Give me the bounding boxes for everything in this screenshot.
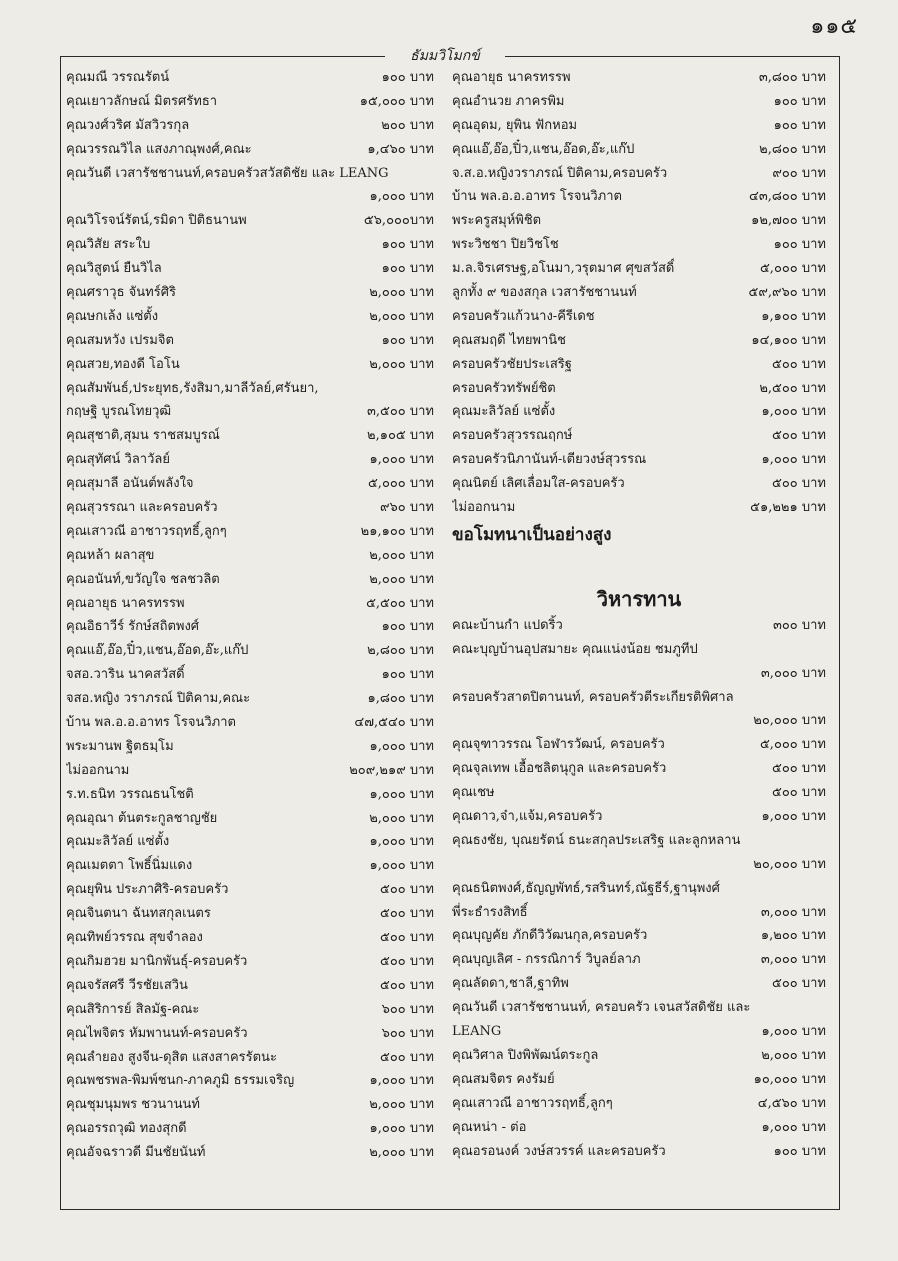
donor-row [66, 878, 434, 902]
donor-name: คุณจรัสศรี วีรชัยเสวิน [66, 977, 188, 993]
donor-name: คุณสมฤดี ไทยพานิช [452, 332, 567, 348]
donor-name: คุณษกเล้ง แซ่ตั้ง [66, 308, 159, 324]
donation-amount: ๕๐๐ บาท [772, 761, 826, 777]
donation-amount: ๒๐,๐๐๐ บาท [753, 713, 826, 729]
donor-row [66, 424, 434, 448]
donor-row [66, 448, 434, 472]
donor-name: LEANG [452, 1024, 502, 1040]
donor-row [66, 305, 434, 329]
donor-row [452, 90, 826, 114]
donor-row [452, 972, 826, 996]
donor-row [452, 377, 826, 401]
donor-name: คุณมณี วรรณรัตน์ [66, 69, 170, 85]
donor-name: คุณอุดม, ยุพิน ฟักหอม [452, 117, 578, 133]
donor-name: คุณจุลเทพ เอื้อชลิตนุกูล และครอบครัว [452, 761, 667, 777]
donor-name: คุณอายุธ นาครทรรพ [452, 69, 571, 85]
donation-amount: ๒,๐๐๐ บาท [369, 810, 434, 826]
donor-name: คุณอำนวย ภาครพิม [452, 93, 565, 109]
donor-row [66, 400, 434, 424]
donation-amount: ๑,๒๐๐ บาท [760, 928, 826, 944]
donor-row [66, 902, 434, 926]
donor-name: คุณวิสูตน์ ยืนวิไล [66, 261, 162, 277]
donation-amount: ๔๓,๘๐๐ บาท [748, 189, 826, 205]
donor-row [66, 568, 434, 592]
donor-row [452, 209, 826, 233]
donor-row [66, 138, 434, 162]
donor-row [452, 1044, 826, 1068]
donor-row [66, 472, 434, 496]
donor-row [66, 639, 434, 663]
donor-row [452, 662, 826, 686]
donor-name: ลูกทั้ง ๙ ของสกุล เวสารัชชานนท์ [452, 285, 637, 300]
donor-name: คุณมะลิวัลย์ แซ่ตั้ง [452, 404, 556, 420]
section-spacer [452, 550, 826, 584]
donation-amount: ๑๐๐ บาท [773, 93, 826, 109]
donor-row [66, 1141, 434, 1165]
donor-row [452, 138, 826, 162]
donor-name: คุณยุพิน ประภาศิริ-ครอบครัว [66, 882, 229, 898]
donor-name: คุณอนันท์,ขวัญใจ ชลชวลิต [66, 571, 220, 587]
donation-amount: ๒,๐๐๐ บาท [369, 285, 434, 300]
donor-row [452, 400, 826, 424]
donation-amount: ๓,๕๐๐ บาท [367, 404, 434, 420]
donor-name: คุณวิศาล ปิงพิพัฒน์ตระกูล [452, 1047, 599, 1063]
donor-row [452, 305, 826, 329]
donor-row [66, 496, 434, 520]
donor-row [452, 757, 826, 781]
donor-row [66, 329, 434, 353]
section-title: วิหารทาน [596, 586, 682, 611]
donation-amount: ๑๐๐ บาท [381, 261, 434, 277]
donor-name: คุณอุณา ต้นตระกูลชาญชัย [66, 810, 218, 826]
donation-amount: ๒,๘๐๐ บาท [367, 643, 434, 659]
donation-amount: ๒,๐๐๐ บาท [761, 1047, 826, 1063]
donation-amount: ๖๐๐ บาท [381, 1025, 434, 1041]
donor-name: บ้าน พล.อ.อ.อาทร โรจนวิภาต [66, 715, 236, 731]
donor-row [452, 877, 826, 901]
donation-amount: ๑๐๐ บาท [773, 237, 826, 253]
donor-row [66, 615, 434, 639]
donor-row [452, 114, 826, 138]
donor-row [452, 329, 826, 353]
donation-amount: ๑,๐๐๐ บาท [761, 404, 826, 420]
donor-row [452, 1068, 826, 1092]
donation-amount: ๑๐,๐๐๐ บาท [753, 1071, 826, 1087]
donor-name: คุณสุทัศน์ วิลาวัลย์ [66, 452, 170, 468]
donation-amount: ๙๐๐ บาท [772, 165, 826, 181]
donation-amount: ๓๐๐ บาท [772, 617, 826, 633]
donor-name: คุณศราวุธ จันทร์ศิริ [66, 285, 176, 300]
donor-name: คุณสมหวัง เปรมจิต [66, 332, 174, 348]
left-donor-column [66, 66, 434, 1165]
donation-amount: ๑,๔๖๐ บาท [367, 141, 434, 157]
donor-name: คุณวิโรจน์รัตน์,รมิดา ปิติธนานพ [66, 213, 247, 229]
donor-name: คุณเยาวลักษณ์ มิตรศรัทธา [66, 93, 218, 109]
donation-amount: ๒๐,๐๐๐ บาท [753, 856, 826, 872]
donor-row [66, 1046, 434, 1070]
donor-name: คุณหน่า - ต่อ [452, 1119, 527, 1135]
donor-row [66, 209, 434, 233]
donor-row [66, 114, 434, 138]
donor-list-b [452, 614, 826, 1163]
donation-amount: ๑,๐๐๐ บาท [369, 1121, 434, 1137]
donation-amount: ๑๐๐ บาท [381, 332, 434, 348]
donor-name: พระครูสมุห์พิชิต [452, 213, 542, 229]
donor-row [452, 1020, 826, 1044]
donor-name: คุณลำยอง สูงจีน-ดุสิต แสงสาครรัตนะ [66, 1049, 277, 1065]
donor-name: ครอบครัวนิภานันท์-เตียวงษ์สุวรรณ [452, 452, 647, 468]
donor-row [66, 974, 434, 998]
donation-amount: ๑,๐๐๐ บาท [369, 786, 434, 802]
donor-name: คุณสุมาลี อนันต์พลังใจ [66, 476, 194, 492]
donation-amount: ๕๐๐ บาท [380, 930, 434, 946]
donor-row [66, 90, 434, 114]
donor-name: คุณดาว,จ๋า,แจ้ม,ครอบครัว [452, 809, 603, 825]
donor-row [66, 377, 434, 401]
donation-amount: ๑,๐๐๐ บาท [761, 1024, 826, 1040]
donor-row [452, 1116, 826, 1140]
donor-name: คุณไพจิตร หัมพานนท์-ครอบครัว [66, 1025, 248, 1041]
donor-row [66, 807, 434, 831]
donor-name: คุณสัมพันธ์,ประยุทธ,รังสิมา,มาลีวัลย์,ศรันยา, [66, 380, 319, 396]
donor-row [66, 1093, 434, 1117]
donation-amount: ๕๐๐ บาท [380, 1049, 434, 1065]
donor-row [452, 781, 826, 805]
donor-row [452, 1092, 826, 1116]
donor-name: คุณบุญคัย ภักดีวิวัฒนกุล,ครอบครัว [452, 928, 648, 944]
donor-name: จสอ.หญิง วราภรณ์ ปิติคาม,คณะ [66, 691, 251, 707]
donor-name: คุณวันดี เวสารัชชานนท์,ครอบครัวสวัสดิชัย และ LEANG [66, 165, 389, 181]
donation-amount: ๒,๐๐๐ บาท [369, 308, 434, 324]
donor-name: คุณแอ๊,อ๊อ,ปิ๋ว,แชน,อ๊อด,อ๊ะ,แก๊ป [452, 141, 635, 157]
donation-amount: ๑๐๐ บาท [381, 237, 434, 253]
donor-name: ร.ท.ธนิท วรรณธนโชติ [66, 786, 194, 802]
donor-row [66, 185, 434, 209]
donation-amount: ๓,๐๐๐ บาท [760, 665, 826, 681]
donation-amount: ๑๕,๐๐๐ บาท [359, 93, 434, 109]
donor-row [452, 472, 826, 496]
donation-amount: ๑,๐๐๐ บาท [761, 452, 826, 468]
donor-name: คุณวันดี เวสารัชชานนท์, ครอบครัว เจนสวัสดิชัย และ [452, 1000, 751, 1016]
donor-row [452, 281, 826, 305]
donor-name: คุณนิตย์ เลิศเลื่อมใส-ครอบครัว [452, 476, 625, 492]
donor-name: คุณวงศ์วริศ มัสวิวรกุล [66, 117, 190, 133]
donor-row [452, 805, 826, 829]
donor-name: คุณสมจิตร คงรัมย์ [452, 1071, 555, 1087]
donor-name: ครอบครัวชัยประเสริฐ [452, 356, 572, 372]
donation-amount: ๑๐๐ บาท [773, 1143, 826, 1159]
donor-row [66, 281, 434, 305]
donor-row [66, 257, 434, 281]
donation-amount: ๑,๑๐๐ บาท [761, 308, 826, 324]
donor-row [452, 1140, 826, 1164]
donor-row [452, 233, 826, 257]
donor-row [452, 638, 826, 662]
donor-row [66, 687, 434, 711]
donor-name: พระวิชชา ปิยวิชโช [452, 237, 559, 253]
donation-amount: ๕,๐๐๐ บาท [367, 476, 434, 492]
donor-row [452, 853, 826, 877]
donation-amount: ๓,๐๐๐ บาท [760, 952, 826, 968]
donor-name: ไม่ออกนาม [66, 762, 130, 778]
donor-row [66, 735, 434, 759]
donor-row [452, 996, 826, 1020]
right-donor-column [452, 66, 826, 1163]
donor-row [66, 854, 434, 878]
donor-name: คุณจุฑาวรรณ โอฬารวัฒน์, ครอบครัว [452, 737, 665, 753]
donor-row [452, 496, 826, 520]
donation-amount: ๑๐๐ บาท [773, 117, 826, 133]
donation-amount: ๑,๐๐๐ บาท [369, 834, 434, 850]
donor-row [66, 592, 434, 616]
donor-row [66, 162, 434, 186]
donation-amount: ๒๐๐ บาท [381, 117, 434, 133]
donation-amount: ๑,๐๐๐ บาท [369, 1073, 434, 1089]
donation-amount: ๒๑,๑๐๐ บาท [360, 523, 434, 539]
donor-name: บ้าน พล.อ.อ.อาทร โรจนวิภาต [452, 189, 622, 205]
donor-row [452, 185, 826, 209]
donor-name: คุณสิริการย์ สิลมัฐ-คณะ [66, 1001, 200, 1017]
donor-name: ครอบครัวทรัพย์ชิต [452, 380, 556, 396]
donor-row [452, 948, 826, 972]
donation-amount: ๕๐๐ บาท [380, 977, 434, 993]
donor-row [452, 901, 826, 925]
donation-amount: ๕๐๐ บาท [380, 882, 434, 898]
donation-amount: ๙๖๐ บาท [380, 500, 434, 516]
donor-row [452, 424, 826, 448]
donor-name: ไม่ออกนาม [452, 500, 516, 516]
donor-row [66, 66, 434, 90]
donor-name: คุณชุมนุมพร ชวนานนท์ [66, 1097, 200, 1113]
donor-name: คุณบุญเลิศ - กรรณิการ์ วิบูลย์ลาภ [452, 952, 641, 968]
donor-name: คุณวรรณวิไล แสงภาณุพงศ์,คณะ [66, 141, 252, 157]
donor-row [452, 829, 826, 853]
donor-name: ครอบครัวแก้วนาง-คีรีเดช [452, 308, 595, 324]
donor-row [66, 711, 434, 735]
donor-row [452, 66, 826, 90]
donor-row [66, 1117, 434, 1141]
donor-name: พระมานพ ฐิตธมฺโม [66, 738, 174, 754]
donor-name: ครอบครัวสุวรรณฤกษ์ [452, 428, 573, 444]
donor-row [66, 663, 434, 687]
running-header: ธัมมวิโมกข์ [385, 47, 505, 65]
donor-name: คณะบ้านกำ แปดริ้ว [452, 617, 563, 633]
donation-amount: ๒๐๙,๒๑๙ บาท [349, 762, 434, 778]
donor-row [452, 925, 826, 949]
donation-amount: ๕๐๐ บาท [380, 953, 434, 969]
donor-name: คุณมะลิวัลย์ แซ่ตั้ง [66, 834, 170, 850]
donation-amount: ๕๐๐ บาท [772, 428, 826, 444]
donation-amount: ๑,๘๐๐ บาท [367, 691, 434, 707]
donation-amount: ๑,๐๐๐ บาท [761, 1119, 826, 1135]
donor-name: จ.ส.อ.หญิงวราภรณ์ ปิติคาม,ครอบครัว [452, 165, 668, 181]
donor-list-a [452, 66, 826, 520]
donor-row [66, 950, 434, 974]
donor-row [452, 353, 826, 377]
donation-amount: ๑,๐๐๐ บาท [369, 452, 434, 468]
donation-amount: ๑,๐๐๐ บาท [369, 189, 434, 205]
donation-amount: ๑,๐๐๐ บาท [761, 809, 826, 825]
donor-row [66, 1069, 434, 1093]
donation-amount: ๕๐๐ บาท [772, 476, 826, 492]
donor-row [66, 1022, 434, 1046]
donor-row [452, 257, 826, 281]
donor-name: คุณอายุธ นาครทรรพ [66, 595, 185, 611]
donor-name: คุณเสาวณี อาชาวรฤทธิ์,ลูกๆ [66, 523, 227, 539]
donation-amount: ๕,๐๐๐ บาท [759, 737, 826, 753]
donor-name: คณะบุญบ้านอุปสมายะ คุณแน่งน้อย ชมภูทีป [452, 641, 698, 657]
donor-name: คุณหล้า ผลาสุข [66, 547, 155, 563]
donor-name: คุณอรอนงค์ วงษ์สวรรค์ และครอบครัว [452, 1143, 666, 1159]
donation-amount: ๑๐๐ บาท [381, 667, 434, 683]
donor-row [452, 614, 826, 638]
donation-amount: ๒,๐๐๐ บาท [369, 571, 434, 587]
donor-name: คุณธงชัย, บุณยรัตน์ ธนะสกุลประเสริฐ และลูกหลาน [452, 832, 741, 848]
donor-name: คุณอรรถวุฒิ ทองสุกดี [66, 1121, 187, 1137]
donor-name: คุณธนิตพงศ์,ธัญญพัทธ์,รสรินทร์,ณัฐธีร์,ฐานุพงศ์ [452, 880, 720, 896]
donor-row [452, 733, 826, 757]
donation-amount: ๑๐๐ บาท [381, 69, 434, 85]
donation-amount: ๕,๕๐๐ บาท [366, 595, 434, 611]
donor-name: คุณสุชาติ,สุมน ราชสมบูรณ์ [66, 428, 220, 444]
donation-amount: ๔๗,๕๔๐ บาท [354, 715, 434, 731]
donor-name: ม.ล.จิรเศรษฐ,อโนมา,วรุตมาศ ศุขสวัสดิ์ [452, 261, 675, 277]
donation-amount: ๒,๐๐๐ บาท [369, 1097, 434, 1113]
page-number: ๑๑๕ [810, 14, 858, 39]
thanks-heading: ขอโมทนาเป็นอย่างสูง [452, 524, 612, 545]
donor-name: คุณพชรพล-พิมพ์ชนก-ภาคภูมิ ธรรมเจริญ [66, 1073, 295, 1089]
donor-name: คุณทิพย์วรรณ สุขจำลอง [66, 930, 203, 946]
donation-amount: ๑๐๐ บาท [381, 619, 434, 635]
donor-row [66, 233, 434, 257]
donor-name: คุณเมตตา โพธิ์นิ่มแดง [66, 858, 193, 874]
donation-amount: ๑,๐๐๐ บาท [369, 858, 434, 874]
donation-amount: ๕๙,๙๖๐ บาท [748, 285, 826, 300]
donation-amount: ๒,๐๐๐ บาท [369, 547, 434, 563]
donation-amount: ๕๑,๒๒๑ บาท [750, 500, 826, 516]
donation-amount: ๕๐๐ บาท [772, 356, 826, 372]
donation-amount: ๒,๐๐๐ บาท [369, 1145, 434, 1161]
donor-row [66, 926, 434, 950]
donation-amount: ๖๐๐ บาท [381, 1001, 434, 1017]
donation-amount: ๔,๕๖๐ บาท [757, 1095, 826, 1111]
donation-amount: ๑๒,๗๐๐ บาท [751, 213, 826, 229]
donation-amount: ๓,๐๐๐ บาท [760, 904, 826, 920]
donor-row [66, 998, 434, 1022]
donation-amount: ๕๖,๐๐๐บาท [363, 213, 434, 229]
donation-amount: ๒,๐๐๐ บาท [369, 356, 434, 372]
donor-name: คุณจินตนา ฉันทสกุลเนตร [66, 906, 211, 922]
donor-row [66, 544, 434, 568]
donor-name: คุณแอ๊,อ๊อ,ปิ๋ว,แชน,อ๊อด,อ๊ะ,แก๊ป [66, 643, 249, 659]
donor-name: คุณอิธาวีร์ รักษ์สถิตพงศ์ [66, 619, 200, 635]
donor-row [66, 831, 434, 855]
donation-amount: ๕๐๐ บาท [772, 976, 826, 992]
donation-amount: ๒,๕๐๐ บาท [759, 380, 826, 396]
donor-name: คุณเสาวณี อาชาวรฤทธิ์,ลูกๆ [452, 1095, 613, 1111]
donor-name: คุณสุวรรณา และครอบครัว [66, 500, 218, 516]
donor-name: ครอบครัวสาตปิตานนท์, ครอบครัวตีระเกียรติพิศาล [452, 689, 734, 705]
donation-amount: ๓,๘๐๐ บาท [758, 69, 826, 85]
donor-row [452, 686, 826, 710]
donation-amount: ๑,๐๐๐ บาท [369, 738, 434, 754]
donation-amount: ๒,๑๐๕ บาท [367, 428, 434, 444]
donation-amount: ๑๔,๑๐๐ บาท [751, 332, 826, 348]
donor-name: จสอ.วาริน นาคสวัสดิ์ [66, 667, 185, 683]
donor-row [452, 709, 826, 733]
donation-amount: ๕,๐๐๐ บาท [759, 261, 826, 277]
donor-name: พี่ระธำรงสิทธิ์ [452, 904, 528, 920]
donor-row [66, 353, 434, 377]
donor-row [66, 520, 434, 544]
donor-row [452, 162, 826, 186]
donor-name: คุณกิมฮวย มานิกพันธุ์-ครอบครัว [66, 953, 248, 969]
donation-amount: ๒,๘๐๐ บาท [759, 141, 826, 157]
donor-name: คุณอัจฉราวดี มีนชัยนันท์ [66, 1145, 206, 1161]
donor-name: คุณลัดดา,ชาลี,ฐาทิพ [452, 976, 569, 992]
donor-name: คุณเชษ [452, 785, 495, 801]
donor-name: คุณสวย,ทองดี โอโน [66, 356, 180, 372]
donor-row [66, 759, 434, 783]
donor-row [452, 448, 826, 472]
donor-name: คุณวิสัย สระใบ [66, 237, 151, 253]
donor-name: กฤษฐิ บูรณโทยวุฒิ [66, 404, 172, 420]
donation-amount: ๕๐๐ บาท [380, 906, 434, 922]
donation-amount: ๕๐๐ บาท [772, 785, 826, 801]
donor-row [66, 783, 434, 807]
